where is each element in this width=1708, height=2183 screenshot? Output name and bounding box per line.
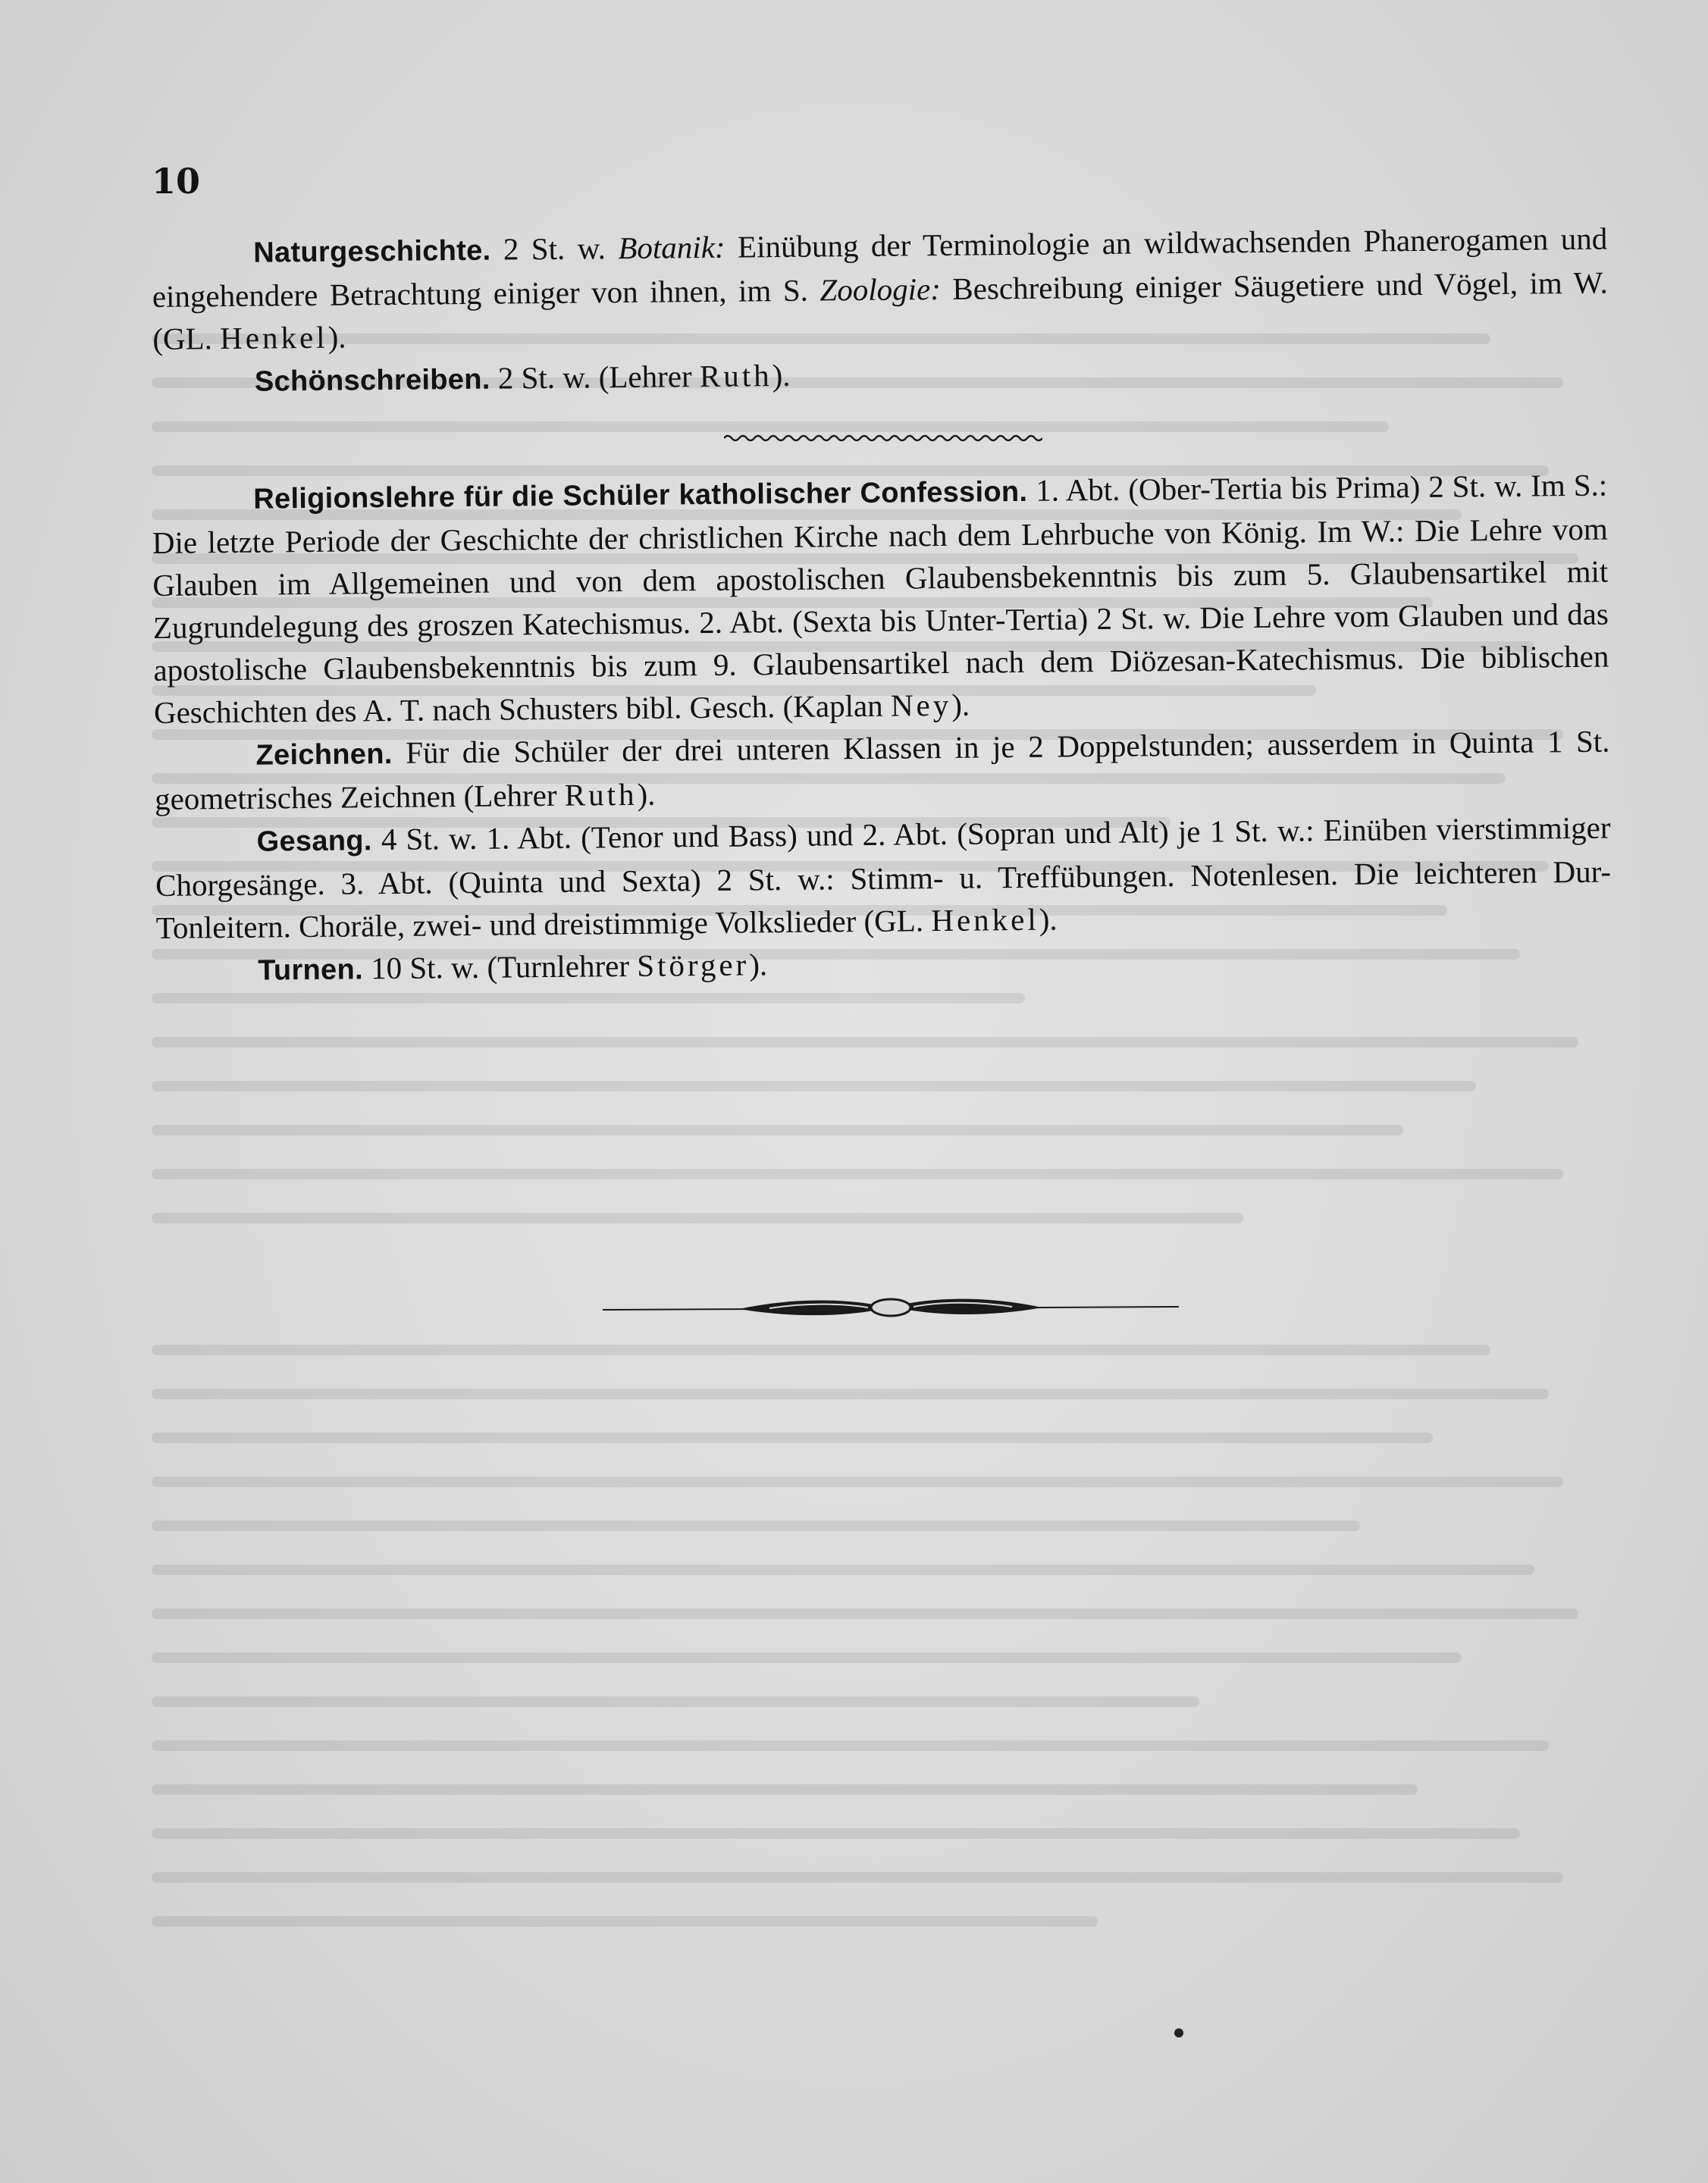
schoenschreiben-teacher-prefix: (Lehrer: [598, 359, 692, 395]
schoenschreiben-hours: 2 St. w.: [497, 359, 591, 396]
zeichnen-heading: Zeichnen.: [255, 738, 393, 772]
turnen-text: 10 St. w. (Turnlehrer: [370, 947, 630, 986]
section-religion-block: [152, 464, 1612, 993]
religion-teacher: Ney: [890, 687, 952, 723]
schoenschreiben-end: ).: [772, 357, 791, 393]
zeichnen-end: ).: [637, 776, 656, 812]
botanik-label: Botanik:: [618, 229, 726, 266]
turnen-end: ).: [748, 947, 768, 982]
religion-end: ).: [951, 687, 970, 722]
zeichnen-text: Für die Schüler der drei unteren Klassen in je 2 Doppelstunden; ausserdem in Quinta 1 St. geometrisches Zeichnen (Lehrer: [154, 723, 1610, 816]
gesang-text: 4 St. w. 1. Abt. (Tenor und Bass) und 2. Abt. (Sopran und Alt) je 1 St. w.: Einüben vierstimmiger Chorgesänge. 3. Abt. (Quinta und Sexta) 2 St. w.: Stimm- u. Treffübungen. Notenlesen. Die leichteren Dur-Tonleitern. Choräle, zwei- und dreistimmige Volkslieder (GL.: [155, 810, 1612, 945]
religion-text: 1. Abt. (Ober-Tertia bis Prima) 2 St. w. Im S.: Die letzte Periode der Geschichte der christlichen Kirche nach dem Lehrbuche von König. Im W.: Die Lehre vom Glauben im Allgemeinen und von dem apostolischen Glaubensbekenntnis bis zum 5. Glaubensartikel mit Zugrundelegung des groszen Katechismus. 2. Abt. (Sexta bis Unter-Tertia) 2 St. w. Die Lehre vom Glauben und das apostolische Glaubensbekenntnis bis zum 9. Glaubensartikel nach dem Diözesan-Katechismus. Die biblischen Geschichten des A. T. nach Schusters bibl. Gesch. (Kaplan: [152, 467, 1609, 730]
naturgeschichte-end: ).: [327, 319, 346, 355]
zoologie-text: Beschreibung einiger Säugetiere und Vögel, im W. (GL.: [152, 265, 1608, 356]
naturgeschichte-hours: 2 St. w.: [503, 230, 606, 267]
gesang-teacher: Henkel: [931, 901, 1039, 938]
naturgeschichte-heading: Naturgeschichte.: [253, 234, 491, 269]
gesang-heading: Gesang.: [256, 825, 372, 858]
naturgeschichte-teacher: Henkel: [219, 319, 328, 356]
ornamental-divider: [603, 1289, 1179, 1326]
religion-heading: Religionslehre für die Schüler katholischer Confession.: [253, 475, 1028, 515]
turnen-heading: Turnen.: [258, 954, 364, 987]
schoenschreiben-teacher: Ruth: [699, 358, 773, 394]
schoenschreiben-heading: Schönschreiben.: [254, 363, 490, 398]
section-naturgeschichte-block: [152, 218, 1609, 404]
botanik-text: Einübung der Terminologie an wildwachsenden Phanerogamen und eingehendere Betrachtung einiger von ihnen, im S.: [152, 221, 1608, 314]
zoologie-label: Zoologie:: [820, 271, 942, 308]
zeichnen-teacher: Ruth: [564, 776, 638, 813]
turnen-teacher: Störger: [637, 947, 750, 983]
gesang-end: ).: [1039, 901, 1058, 937]
wavy-divider: [724, 432, 1042, 444]
ink-speck: [1174, 2028, 1183, 2037]
page-number: 10: [152, 161, 201, 202]
